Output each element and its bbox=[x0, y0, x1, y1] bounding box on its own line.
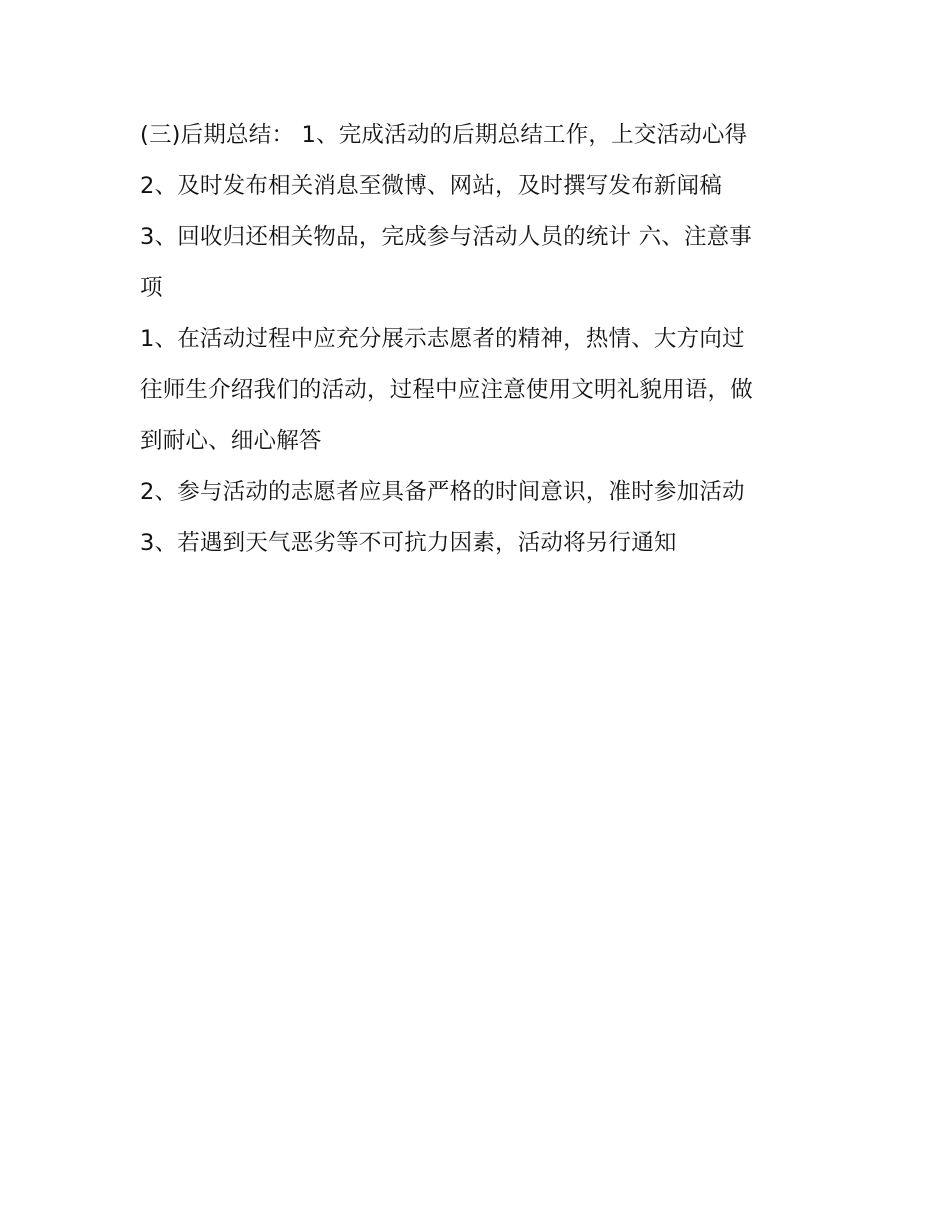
text-line-patient-answers: 到耐心、细心解答 bbox=[140, 428, 322, 454]
text-line-punctuality: 2、参与活动的志愿者应具备严格的时间意识，准时参加活动 bbox=[140, 479, 745, 505]
text-line-polite-language: 往师生介绍我们的活动，过程中应注意使用文明礼貌用语，做 bbox=[140, 377, 753, 403]
text-line-weather-notice: 3、若遇到天气恶劣等不可抗力因素，活动将另行通知 bbox=[140, 530, 677, 556]
text-line-post-summary: (三)后期总结： 1、完成活动的后期总结工作，上交活动心得 bbox=[140, 122, 748, 148]
text-line-publish-news: 2、及时发布相关消息至微博、网站，及时撰写发布新闻稿 bbox=[140, 173, 723, 199]
document-body bbox=[140, 110, 820, 569]
text-line-volunteer-spirit: 1、在活动过程中应充分展示志愿者的精神，热情、大方向过 bbox=[140, 326, 745, 352]
text-line-return-items: 3、回收归还相关物品，完成参与活动人员的统计 六、注意事 bbox=[140, 224, 753, 250]
text-line-items-continued: 项 bbox=[140, 275, 163, 301]
